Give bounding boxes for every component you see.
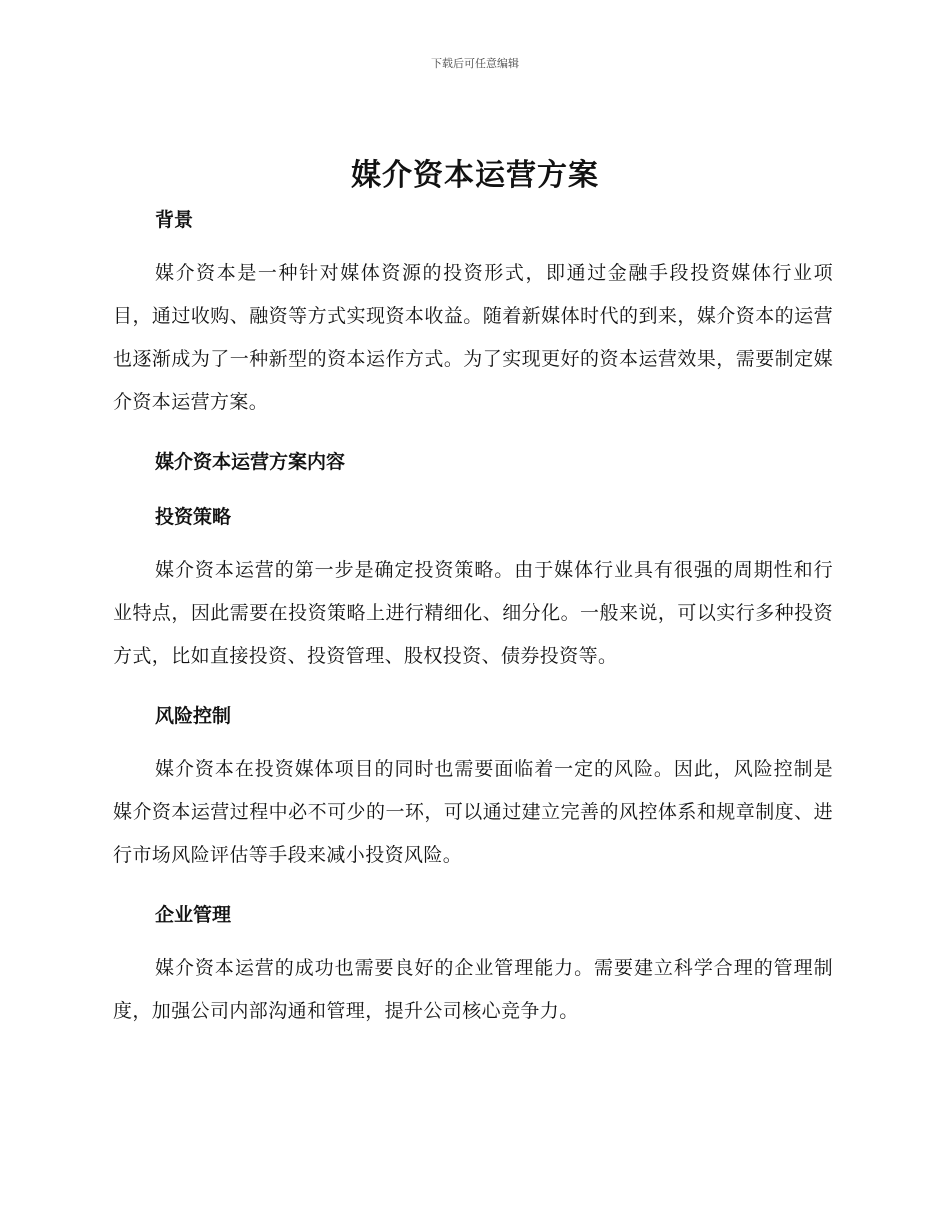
document-body bbox=[113, 205, 833, 1033]
header-note: 下载后可任意编辑 bbox=[431, 57, 519, 70]
section-heading-background: 背景 bbox=[155, 209, 194, 231]
section-heading-risk-control: 风险控制 bbox=[155, 705, 232, 727]
document-title: 媒介资本运营方案 bbox=[351, 158, 599, 193]
section-paragraph-risk-control: 媒介资本在投资媒体项目的同时也需要面临着一定的风险。因此，风险控制是媒介资本运营过程中必不可少的一环，可以通过建立完善的风控体系和规章制度、进行市场风险评估等手段来减小投资风险。 bbox=[113, 758, 833, 866]
section-paragraph-investment-strategy: 媒介资本运营的第一步是确定投资策略。由于媒体行业具有很强的周期性和行业特点，因此需要在投资策略上进行精细化、细分化。一般来说，可以实行多种投资方式，比如直接投资、投资管理、股权投资、债券投资等。 bbox=[113, 559, 833, 667]
section-heading-enterprise-management: 企业管理 bbox=[155, 904, 232, 926]
section-paragraph-background: 媒介资本是一种针对媒体资源的投资形式，即通过金融手段投资媒体行业项目，通过收购、融资等方式实现资本收益。随着新媒体时代的到来，媒介资本的运营也逐渐成为了一种新型的资本运作方式。为了实现更好的资本运营效果，需要制定媒介资本运营方案。 bbox=[113, 262, 833, 413]
section-heading-plan-content: 媒介资本运营方案内容 bbox=[155, 451, 346, 473]
section-paragraph-enterprise-management: 媒介资本运营的成功也需要良好的企业管理能力。需要建立科学合理的管理制度，加强公司内部沟通和管理，提升公司核心竞争力。 bbox=[113, 957, 833, 1022]
section-heading-investment-strategy: 投资策略 bbox=[155, 506, 232, 528]
